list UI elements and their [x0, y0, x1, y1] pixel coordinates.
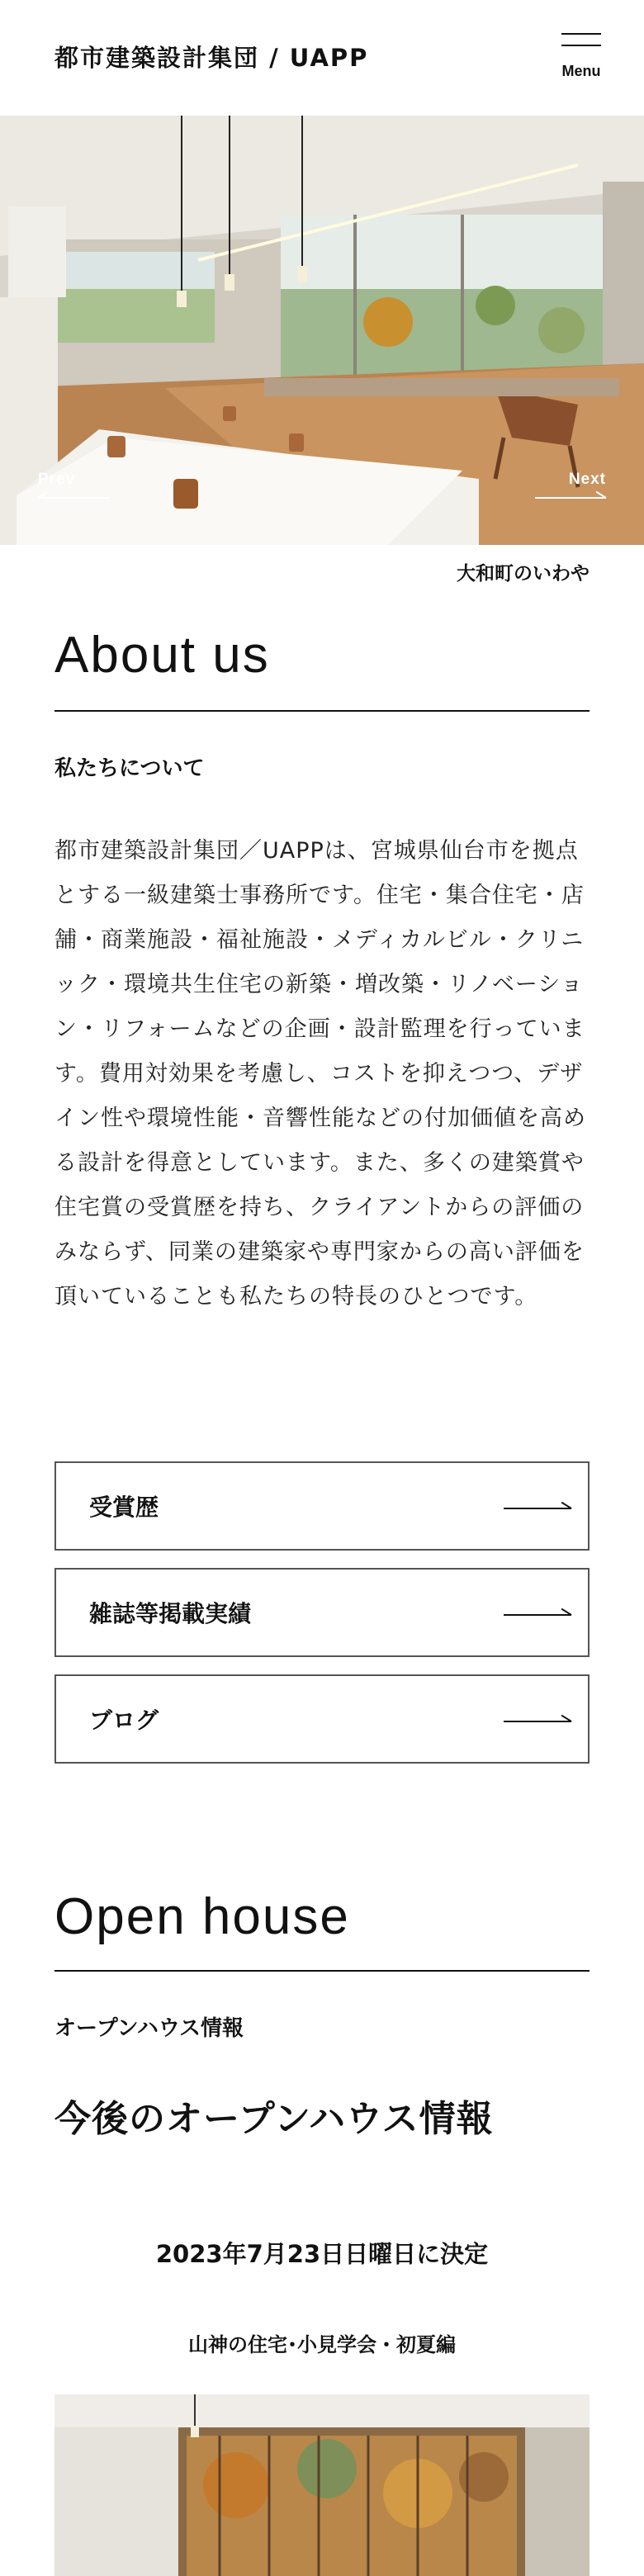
hero-slideshow [0, 116, 644, 545]
slide-prev-button[interactable] [38, 471, 112, 489]
about-body: 都市建築設計集団／UAPPは、宮城県仙台市を拠点とする一級建築士事務所です。住宅・集合住宅・店舗・商業施設・福祉施設・メディカルビル・クリニック・環境共生住宅の新築・増改築・リノベーション・リフォームなどの企画・設計監理を行っています。費用対効果を考慮し、コストを抑えつつ、デザイン性や環境性能・音響性能などの付加価値を高める設計を得意としています。また、多くの建築賞や住宅賞の受賞歴を持ち、クライアントからの評価のみならず、同業の建築家や専門家からの高い評価を頂いていることも私たちの特長のひとつです。 [54, 838, 586, 1309]
open-house-heading: 今後のオープンハウス情報 [54, 2098, 494, 2140]
open-house-date: 2023年7月23日日曜日に決定 [155, 2240, 489, 2268]
arrow-right-icon [504, 1721, 571, 1722]
hamburger-icon [561, 33, 601, 35]
publications-link-label: 雑誌等掲載実績 [89, 1600, 252, 1627]
slide-next-button[interactable] [532, 471, 606, 489]
prev-label: Prev [38, 471, 76, 488]
menu-label: Menu [561, 63, 601, 79]
open-house-subtitle: オープンハウス情報 [54, 2016, 244, 2041]
about-divider [54, 710, 590, 712]
hero-caption: 大和町のいわや [457, 563, 590, 585]
blog-link-label: ブログ [89, 1707, 159, 1734]
awards-link-label: 受賞歴 [89, 1494, 159, 1521]
site-header [0, 0, 644, 116]
open-house-event[interactable]: 山神の住宅･小見学会・初夏編 [188, 2333, 456, 2356]
about-subtitle: 私たちについて [54, 756, 205, 781]
awards-link[interactable] [54, 1461, 590, 1551]
publications-link[interactable] [54, 1568, 590, 1657]
open-house-photo[interactable] [54, 2394, 590, 2576]
open-house-image [54, 2394, 590, 2576]
arrow-right-icon [535, 497, 606, 499]
open-house-divider [54, 1970, 590, 1972]
blog-link[interactable] [54, 1674, 590, 1764]
arrow-right-icon [504, 1508, 571, 1509]
arrow-left-icon [38, 497, 109, 499]
open-house-title: Open house [54, 1888, 350, 1945]
arrow-right-icon [504, 1614, 571, 1616]
about-title: About us [54, 627, 270, 684]
menu-button[interactable] [556, 31, 606, 84]
next-label: Next [568, 471, 606, 488]
site-title[interactable]: 都市建築設計集団 / UAPP [54, 44, 369, 72]
hamburger-icon-line [561, 45, 601, 46]
